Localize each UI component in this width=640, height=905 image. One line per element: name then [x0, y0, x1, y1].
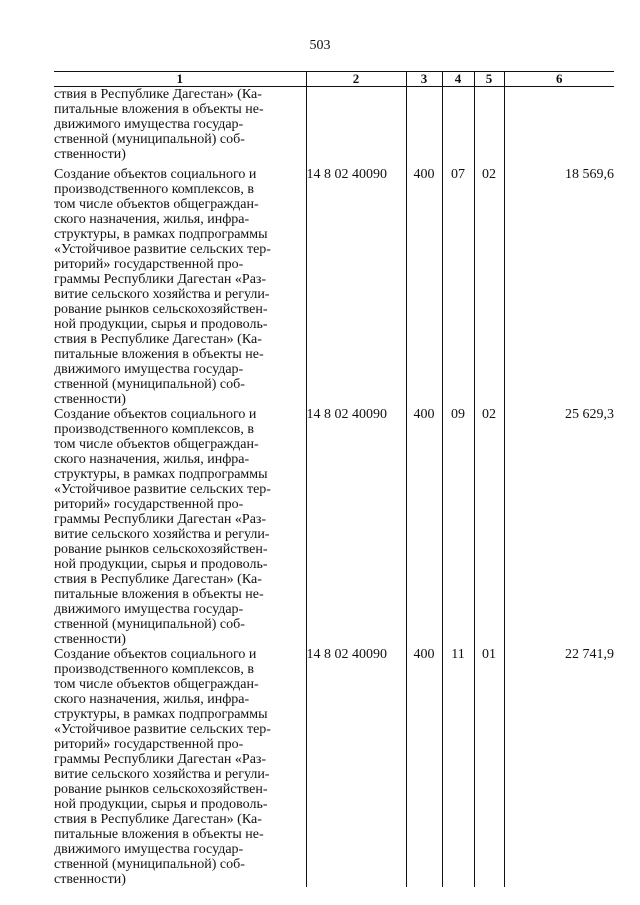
- empty-cell: [504, 87, 614, 168]
- description-line: «Устойчивое развитие сельских тер-: [54, 722, 271, 737]
- description-line: риторий» государственной про-: [54, 737, 244, 752]
- description-line: граммы Республики Дагестан «Раз-: [54, 752, 267, 767]
- row-col3: 400: [406, 647, 442, 887]
- description-line: движимого имущества государ-: [54, 117, 244, 132]
- description-line: питальные вложения в объекты не-: [54, 827, 264, 842]
- description-line: ствия в Республике Дагестан» (Ка-: [54, 87, 262, 102]
- row-code: 14 8 02 40090: [306, 647, 406, 887]
- row-col5: 01: [474, 647, 504, 887]
- description-line: производственного комплексов, в: [54, 422, 254, 437]
- description-line: ского назначения, жилья, инфра-: [54, 212, 250, 227]
- row-code: 14 8 02 40090: [306, 167, 406, 407]
- description-line: структуры, в рамках подпрограммы: [54, 467, 268, 482]
- description-line: ствия в Республике Дагестан» (Ка-: [54, 812, 262, 827]
- table-header: [54, 72, 614, 87]
- column-header-2: 2: [306, 72, 406, 87]
- row-col5: 02: [474, 167, 504, 407]
- row-amount: 18 569,6: [504, 167, 614, 407]
- empty-cell: [442, 87, 474, 168]
- description-line: витие сельского хозяйства и регули-: [54, 287, 270, 302]
- column-header-3: 3: [406, 72, 442, 87]
- description-line: ского назначения, жилья, инфра-: [54, 692, 250, 707]
- description-line: питальные вложения в объекты не-: [54, 102, 264, 117]
- continuation-description: [54, 87, 306, 168]
- description-line: рование рынков сельскохозяйствен-: [54, 782, 268, 797]
- description-line: ственной (муниципальной) соб-: [54, 377, 245, 392]
- row-code: 14 8 02 40090: [306, 407, 406, 647]
- empty-cell: [306, 87, 406, 168]
- description-line: витие сельского хозяйства и регули-: [54, 527, 270, 542]
- description-line: рование рынков сельскохозяйствен-: [54, 302, 268, 317]
- table-row: [54, 167, 614, 407]
- table-row: [54, 647, 614, 887]
- description-line: ского назначения, жилья, инфра-: [54, 452, 250, 467]
- description-line: ной продукции, сырья и продоволь-: [54, 557, 268, 572]
- empty-cell: [474, 87, 504, 168]
- description-line: «Устойчивое развитие сельских тер-: [54, 242, 271, 257]
- page-number: 503: [309, 38, 331, 53]
- table-row-continuation: [54, 87, 614, 168]
- description-line: риторий» государственной про-: [54, 497, 244, 512]
- row-amount: 25 629,3: [504, 407, 614, 647]
- description-line: том числе объектов общеграждан-: [54, 437, 259, 452]
- description-line: ной продукции, сырья и продоволь-: [54, 797, 268, 812]
- description-line: том числе объектов общеграждан-: [54, 677, 259, 692]
- row-col4: 07: [442, 167, 474, 407]
- description-line: ственной (муниципальной) соб-: [54, 132, 245, 147]
- table-row: [54, 407, 614, 647]
- description-line: ственности): [54, 872, 126, 887]
- description-line: рование рынков сельскохозяйствен-: [54, 542, 268, 557]
- description-line: ственности): [54, 392, 126, 407]
- description-line: структуры, в рамках подпрограммы: [54, 707, 268, 722]
- row-description: [54, 647, 306, 887]
- description-line: граммы Республики Дагестан «Раз-: [54, 272, 267, 287]
- description-line: структуры, в рамках подпрограммы: [54, 227, 268, 242]
- empty-cell: [406, 87, 442, 168]
- row-description: [54, 407, 306, 647]
- column-header-6: 6: [504, 72, 614, 87]
- description-line: ственной (муниципальной) соб-: [54, 857, 245, 872]
- description-line: производственного комплексов, в: [54, 182, 254, 197]
- description-line: Создание объектов социального и: [54, 407, 257, 422]
- row-col3: 400: [406, 167, 442, 407]
- description-line: граммы Республики Дагестан «Раз-: [54, 512, 267, 527]
- description-line: риторий» государственной про-: [54, 257, 244, 272]
- column-header-4: 4: [442, 72, 474, 87]
- description-line: ствия в Республике Дагестан» (Ка-: [54, 332, 262, 347]
- row-description: [54, 167, 306, 407]
- row-col5: 02: [474, 407, 504, 647]
- description-line: ственности): [54, 147, 126, 162]
- description-line: Создание объектов социального и: [54, 167, 257, 182]
- row-col3: 400: [406, 407, 442, 647]
- row-col4: 11: [442, 647, 474, 887]
- description-line: питальные вложения в объекты не-: [54, 587, 264, 602]
- description-line: движимого имущества государ-: [54, 842, 244, 857]
- description-line: ственной (муниципальной) соб-: [54, 617, 245, 632]
- description-line: движимого имущества государ-: [54, 602, 244, 617]
- description-line: том числе объектов общеграждан-: [54, 197, 259, 212]
- budget-table: [54, 71, 614, 887]
- description-line: движимого имущества государ-: [54, 362, 244, 377]
- column-header-5: 5: [474, 72, 504, 87]
- description-line: производственного комплексов, в: [54, 662, 254, 677]
- description-line: ной продукции, сырья и продоволь-: [54, 317, 268, 332]
- row-col4: 09: [442, 407, 474, 647]
- column-header-1: 1: [54, 72, 306, 87]
- description-line: ствия в Республике Дагестан» (Ка-: [54, 572, 262, 587]
- description-line: «Устойчивое развитие сельских тер-: [54, 482, 271, 497]
- description-line: Создание объектов социального и: [54, 647, 257, 662]
- description-line: ственности): [54, 632, 126, 647]
- row-amount: 22 741,9: [504, 647, 614, 887]
- description-line: питальные вложения в объекты не-: [54, 347, 264, 362]
- description-line: витие сельского хозяйства и регули-: [54, 767, 270, 782]
